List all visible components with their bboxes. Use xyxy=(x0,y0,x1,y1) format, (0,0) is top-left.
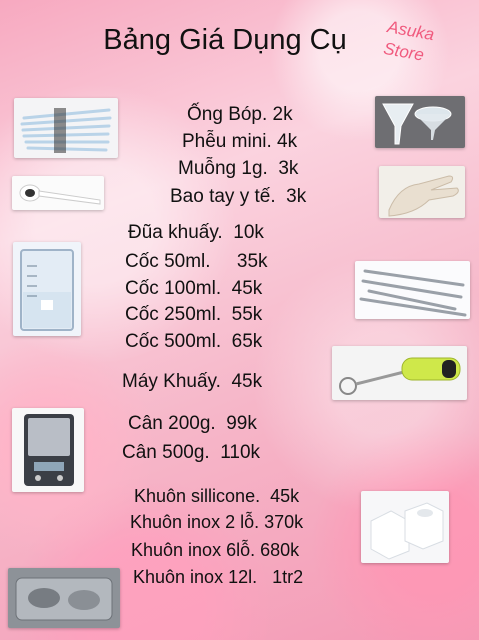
price-mixer: Máy Khuấy. 45k xyxy=(122,371,263,392)
price-inox-mold-6: Khuôn inox 6lỗ. 680k xyxy=(131,540,300,560)
spoon-photo xyxy=(12,176,104,210)
gloves-photo xyxy=(379,166,465,218)
price-inox-mold-12: Khuôn inox 12l. 1tr2 xyxy=(133,567,304,587)
silicone-mold-photo xyxy=(361,491,449,563)
price-stirring-rod: Đũa khuấy. 10k xyxy=(128,222,264,243)
store-name-line2: Store xyxy=(382,38,426,65)
beaker-photo xyxy=(13,242,81,336)
pipettes-photo xyxy=(14,98,118,158)
page-title: Bảng Giá Dụng Cụ xyxy=(103,24,347,56)
scale-photo xyxy=(12,408,84,492)
price-scale-200g: Cân 200g. 99k xyxy=(128,413,257,434)
mixer-photo xyxy=(332,346,467,400)
price-cup-250ml: Cốc 250ml. 55k xyxy=(125,304,263,325)
price-mini-funnel: Phễu mini. 4k xyxy=(182,131,298,152)
price-cup-500ml: Cốc 500ml. 65k xyxy=(125,331,263,352)
price-cup-50ml: Cốc 50ml. 35k xyxy=(125,251,268,272)
price-spoon: Muỗng 1g. 3k xyxy=(178,158,299,179)
price-pipette: Ống Bóp. 2k xyxy=(187,104,293,125)
stirring-rods-photo xyxy=(355,261,470,319)
metal-mold-photo xyxy=(8,568,120,628)
price-inox-mold-2: Khuôn inox 2 lỗ. 370k xyxy=(130,512,304,532)
store-name-line1: Asuka xyxy=(385,17,436,45)
funnels-photo xyxy=(375,96,465,148)
price-cup-100ml: Cốc 100ml. 45k xyxy=(125,278,263,299)
price-silicone-mold: Khuôn sillicone. 45k xyxy=(134,486,300,506)
price-scale-500g: Cân 500g. 110k xyxy=(122,442,261,463)
price-gloves: Bao tay y tế. 3k xyxy=(170,186,307,207)
